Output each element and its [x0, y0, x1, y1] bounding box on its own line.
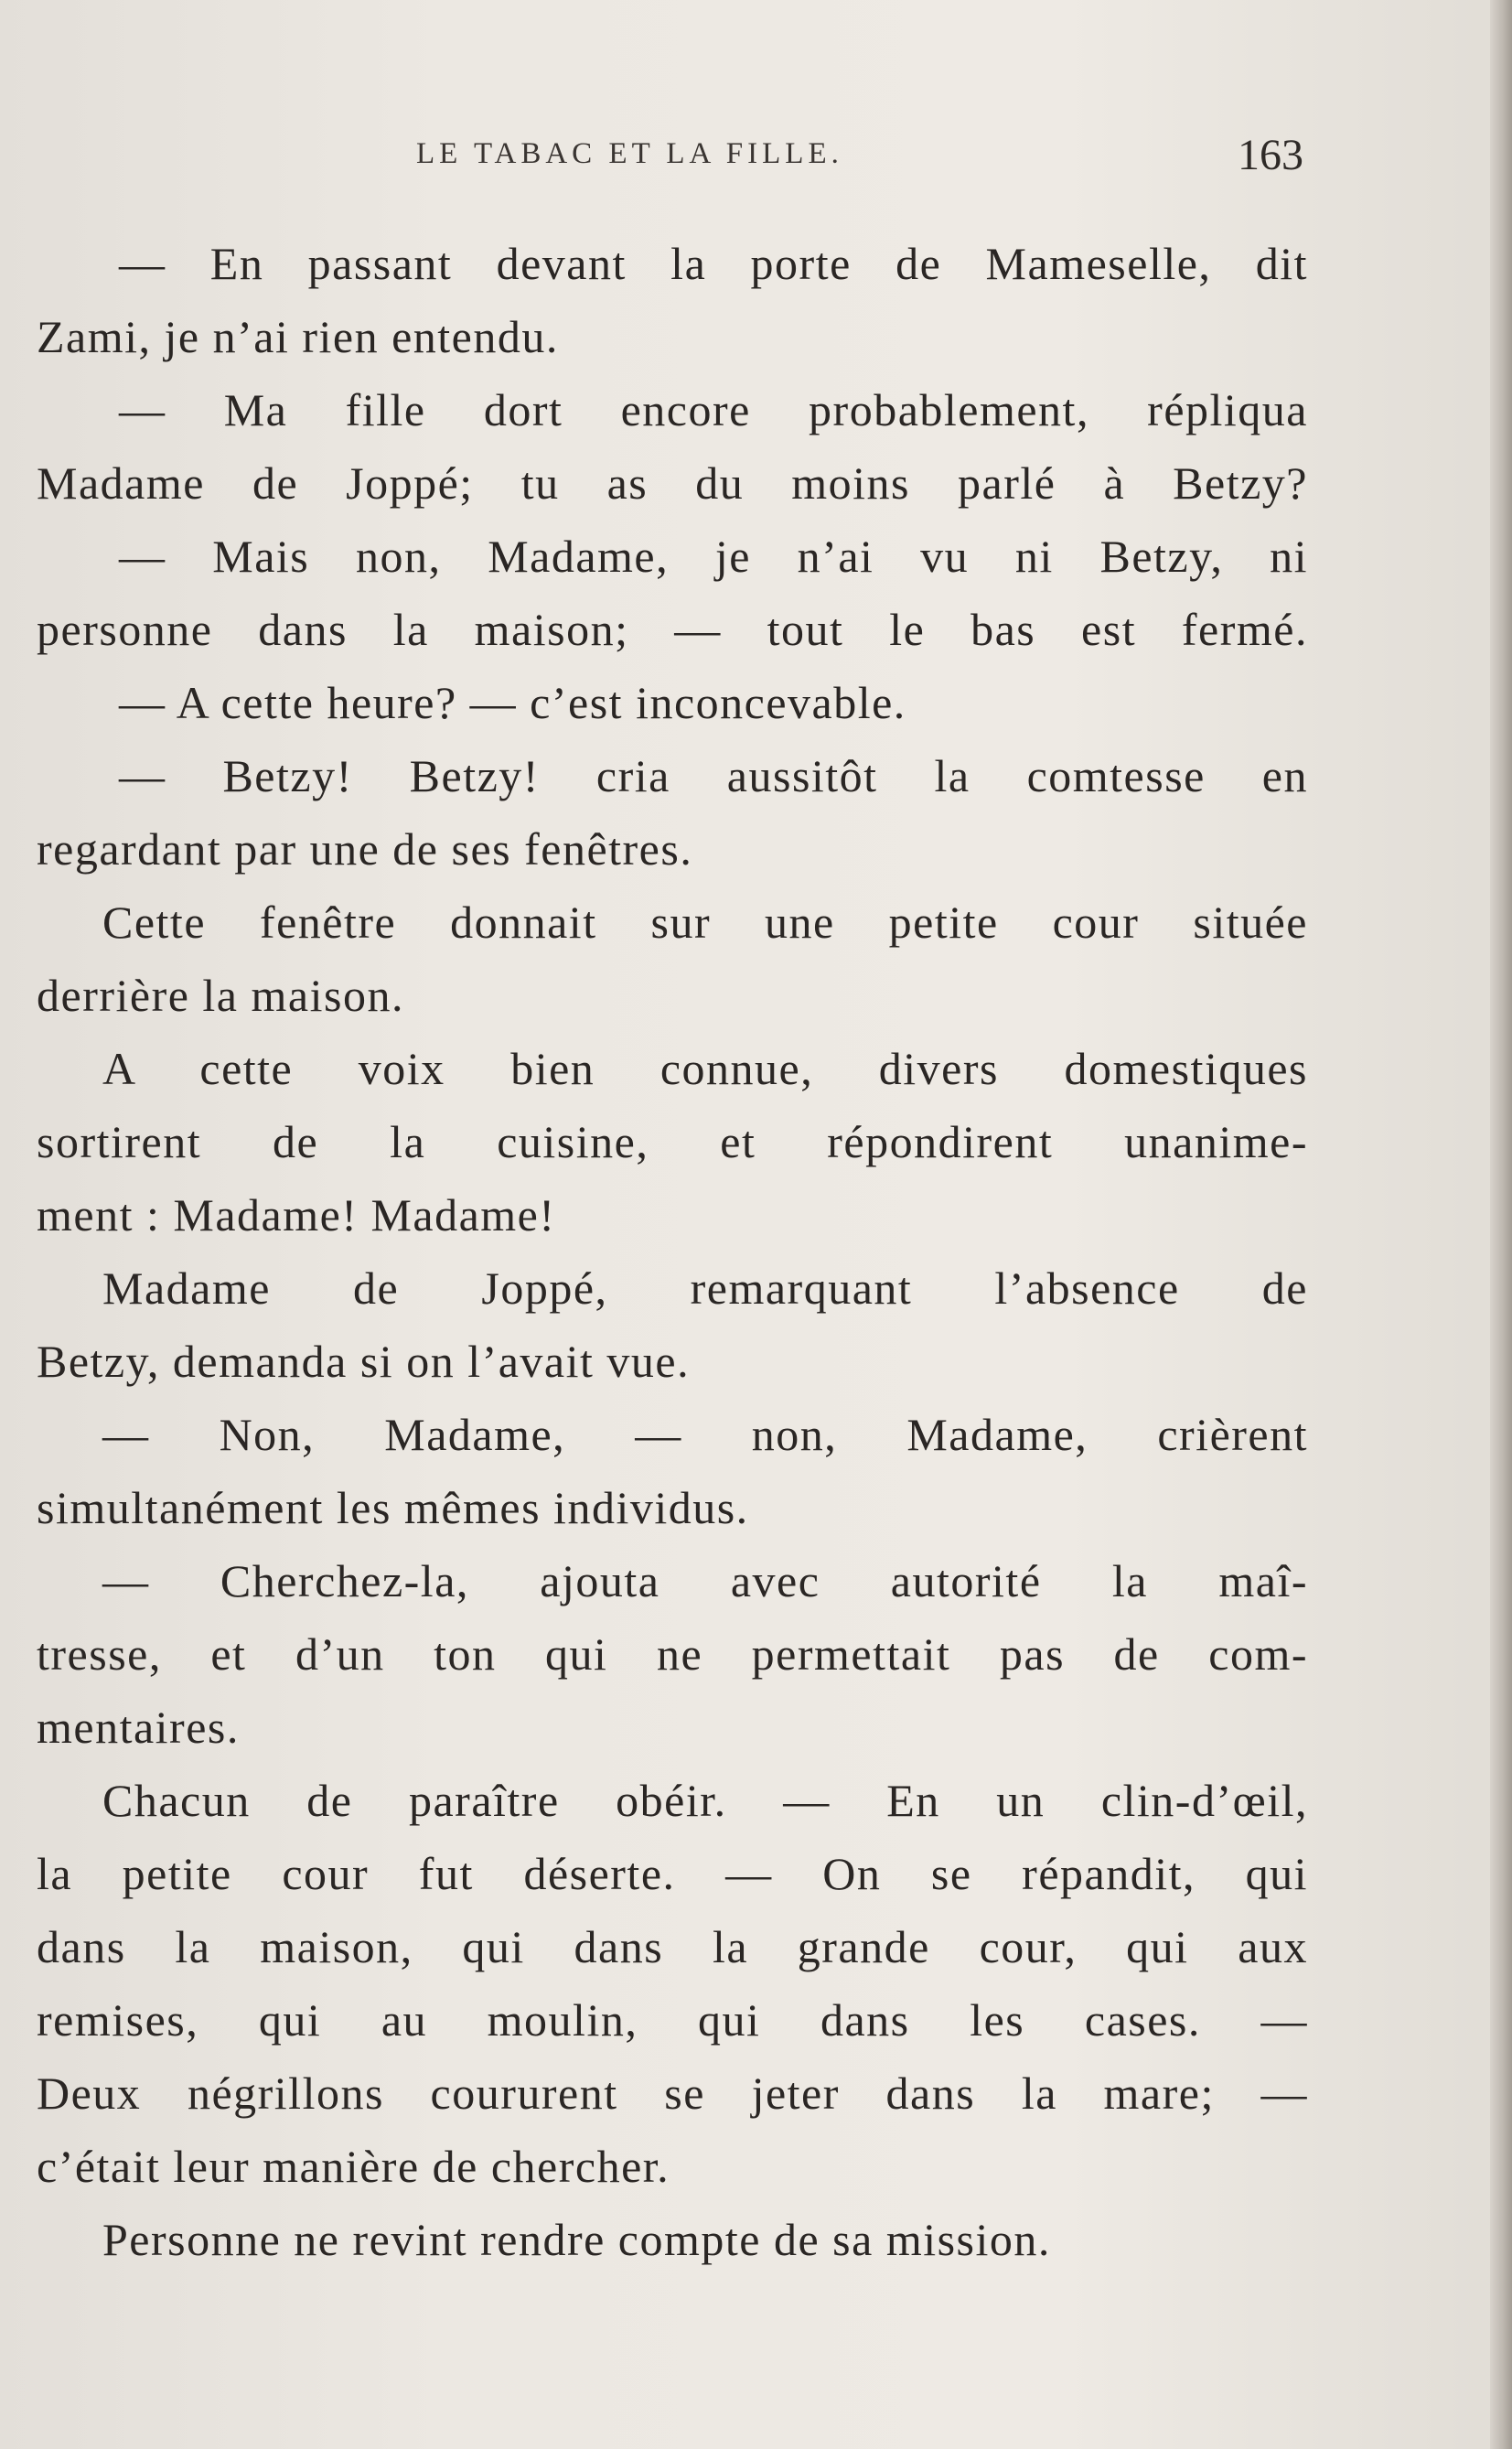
text-line: mentaires. — [37, 1702, 240, 1753]
text-line: la petite cour fut déserte. — On se répandit, qui — [37, 1848, 1308, 1899]
text-line: Deux négrillons coururent se jeter dans la mare; — — [37, 2068, 1308, 2119]
body-text — [37, 227, 1308, 2276]
text-line: tresse, et d’un ton qui ne permettait pas de com- — [37, 1628, 1308, 1680]
text-line: — Cherchez-la, ajouta avec autorité la maî- — [102, 1555, 1308, 1606]
text-line: regardant par une de ses fenêtres. — [37, 823, 693, 875]
text-line: dans la maison, qui dans la grande cour, qui aux — [37, 1921, 1308, 1972]
text-line: sortirent de la cuisine, et répondirent unanime- — [37, 1116, 1308, 1167]
text-line: Betzy, demanda si on l’avait vue. — [37, 1336, 691, 1387]
text-line: Cette fenêtre donnait sur une petite cour située — [102, 897, 1308, 948]
text-line: personne dans la maison; — tout le bas est fermé. — [37, 604, 1308, 655]
text-line: — Non, Madame, — non, Madame, crièrent — [102, 1409, 1308, 1460]
text-line: Madame de Joppé; tu as du moins parlé à Betzy? — [37, 457, 1308, 509]
text-line: Chacun de paraître obéir. — En un clin-d’œil, — [102, 1775, 1308, 1826]
text-line: Personne ne revint rendre compte de sa mission. — [102, 2214, 1051, 2265]
page-header — [416, 131, 1322, 192]
text-line: remises, qui au moulin, qui dans les cases. — — [37, 1994, 1308, 2046]
text-line: c’était leur manière de chercher. — [37, 2141, 670, 2192]
text-line: A cette voix bien connue, divers domestiques — [102, 1043, 1308, 1094]
text-line: ment : Madame! Madame! — [37, 1189, 556, 1241]
text-line: simultanément les mêmes individus. — [37, 1482, 749, 1533]
running-head: LE TABAC ET LA FILLE. — [416, 137, 843, 170]
text-line: — A cette heure? — c’est inconcevable. — [119, 677, 906, 728]
page-number: 163 — [1238, 131, 1303, 179]
page-spine-edge — [1490, 0, 1512, 2449]
text-line: — Ma fille dort encore probablement, répliqua — [119, 384, 1308, 435]
text-line: — En passant devant la porte de Mameselle, dit — [119, 238, 1308, 289]
text-line: — Betzy! Betzy! cria aussitôt la comtesse en — [119, 750, 1308, 801]
text-line: derrière la maison. — [37, 970, 404, 1021]
text-line: — Mais non, Madame, je n’ai vu ni Betzy, ni — [119, 531, 1308, 582]
text-line: Madame de Joppé, remarquant l’absence de — [102, 1262, 1308, 1314]
text-line: Zami, je n’ai rien entendu. — [37, 311, 559, 362]
